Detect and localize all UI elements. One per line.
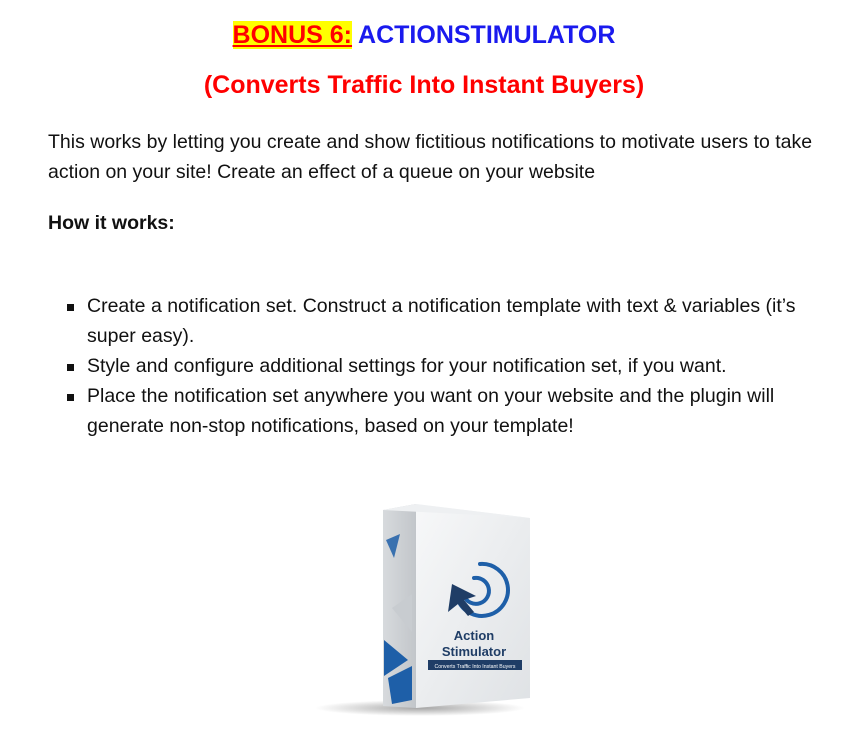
list-item <box>48 351 828 381</box>
how-it-works-list <box>48 291 828 441</box>
square-bullet-icon <box>67 394 74 401</box>
box-product-name-line2: Stimulator <box>441 644 507 659</box>
list-item-text: Place the notification set anywhere you want on your website and the plugin will generate non-stop notifications, based on your template! <box>87 385 775 437</box>
list-item <box>48 291 828 351</box>
product-box-image <box>308 500 548 725</box>
square-bullet-icon <box>67 304 74 311</box>
intro-paragraph: This works by letting you create and show fictitious notifications to motivate users to take action on your site! Create an effect of a queue on your website <box>48 131 813 183</box>
square-bullet-icon <box>67 364 74 371</box>
bonus-number-label: BONUS 6: <box>232 21 353 49</box>
box-tagline: Converts Traffic Into Instant Buyers <box>434 664 516 670</box>
subheading: (Converts Traffic Into Instant Buyers) <box>203 71 645 99</box>
box-product-name-line1: Action <box>453 628 495 643</box>
list-item-text: Style and configure additional settings for your notification set, if you want. <box>87 355 727 377</box>
list-item-text: Create a notification set. Construct a notification template with text & variables (it’s super easy). <box>87 295 796 347</box>
list-item <box>48 381 828 441</box>
bonus-heading <box>0 20 848 50</box>
box-front <box>416 504 530 708</box>
product-name-title: ACTIONSTIMULATOR <box>358 21 616 49</box>
how-it-works-title: How it works: <box>48 212 175 234</box>
